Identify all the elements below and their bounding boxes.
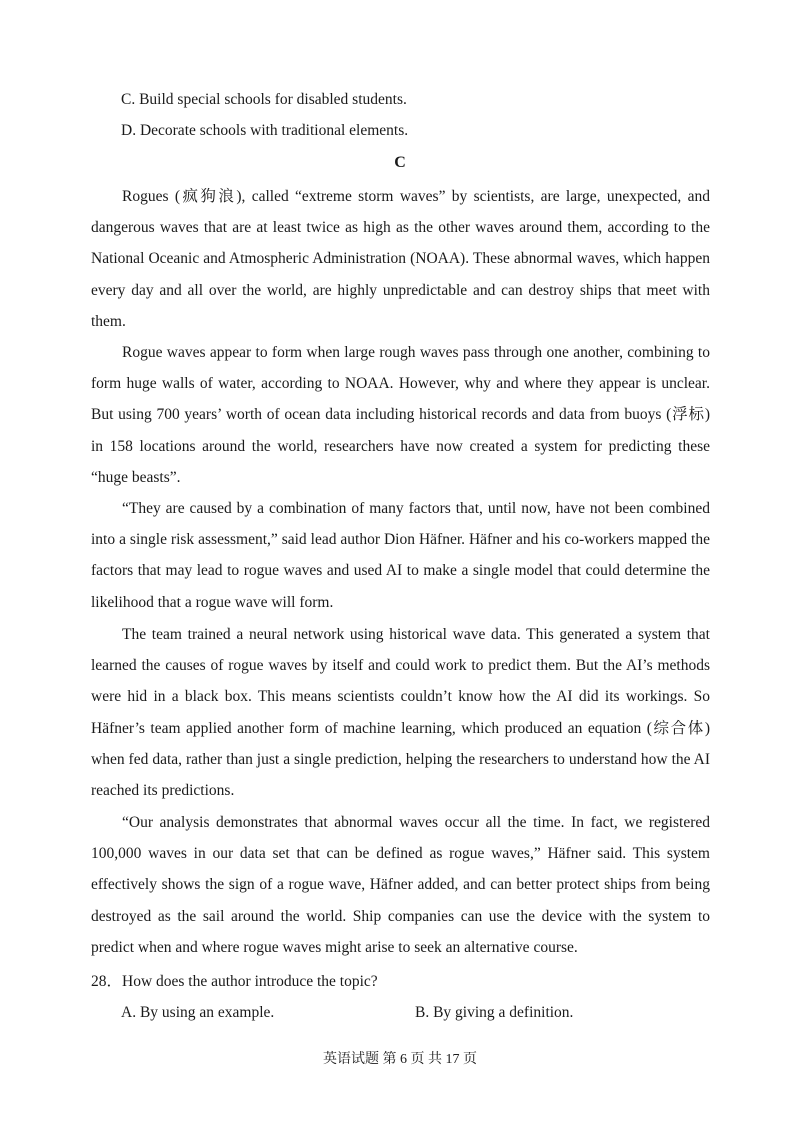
passage-paragraph-2: Rogue waves appear to form when large rough waves pass through one another, combining to form huge walls of water, according to NOAA. However, why and where they appear is unclear. But using 700 years’ worth of ocean data including historical records and data from buoys (浮标) in 158 locations around the world, researchers have now created a system for predicting these “huge beasts”. (91, 344, 710, 486)
passage-paragraph-3: “They are caused by a combination of many factors that, until now, have not been combined into a single risk assessment,” said lead author Dion Häfner. Häfner and his co-workers mapped the factors that may lead to rogue waves and used AI to make a single model that could determine the likelihood that a rogue wave will form. (91, 500, 710, 611)
passage-paragraph-1: Rogues (疯狗浪), called “extreme storm waves” by scientists, are large, unexpected, and dangerous waves that are at least twice as high as the other waves around them, according to the National Oceanic and Atmospheric Administration (NOAA). These abnormal waves, which happen every day and all over the world, are highly unpredictable and can destroy ships that meet with them. (91, 188, 710, 330)
option-c-previous: C. Build special schools for disabled students. (121, 91, 407, 108)
question-28: 28．How does the author introduce the topic? (91, 973, 378, 990)
page-footer: 英语试题 第 6 页 共 17 页 (323, 1052, 477, 1067)
passage-paragraph-4: The team trained a neural network using historical wave data. This generated a system that learned the causes of rogue waves by itself and could work to predict them. But the AI’s methods were hid in a black box. This means scientists couldn’t know how the AI did its workings. So Häfner’s team applied another form of machine learning, which produced an equation (综合体) when fed data, rather than just a single prediction, helping the researchers to understand how the AI reached its predictions. (91, 626, 710, 800)
answer-option-a: A. By using an example. (121, 1004, 275, 1021)
answer-option-b: B. By giving a definition. (415, 1004, 574, 1021)
section-heading: C (394, 154, 406, 171)
passage-paragraph-5: “Our analysis demonstrates that abnormal waves occur all the time. In fact, we registered 100,000 waves in our data set that can be defined as rogue waves,” Häfner said. This system effectively shows the sign of a rogue wave, Häfner added, and can better protect ships from being destroyed as the sail around the world. Ship companies can use the device with the system to predict when and where rogue waves might arise to seek an alternative course. (91, 814, 710, 956)
option-d-previous: D. Decorate schools with traditional elements. (121, 122, 409, 139)
